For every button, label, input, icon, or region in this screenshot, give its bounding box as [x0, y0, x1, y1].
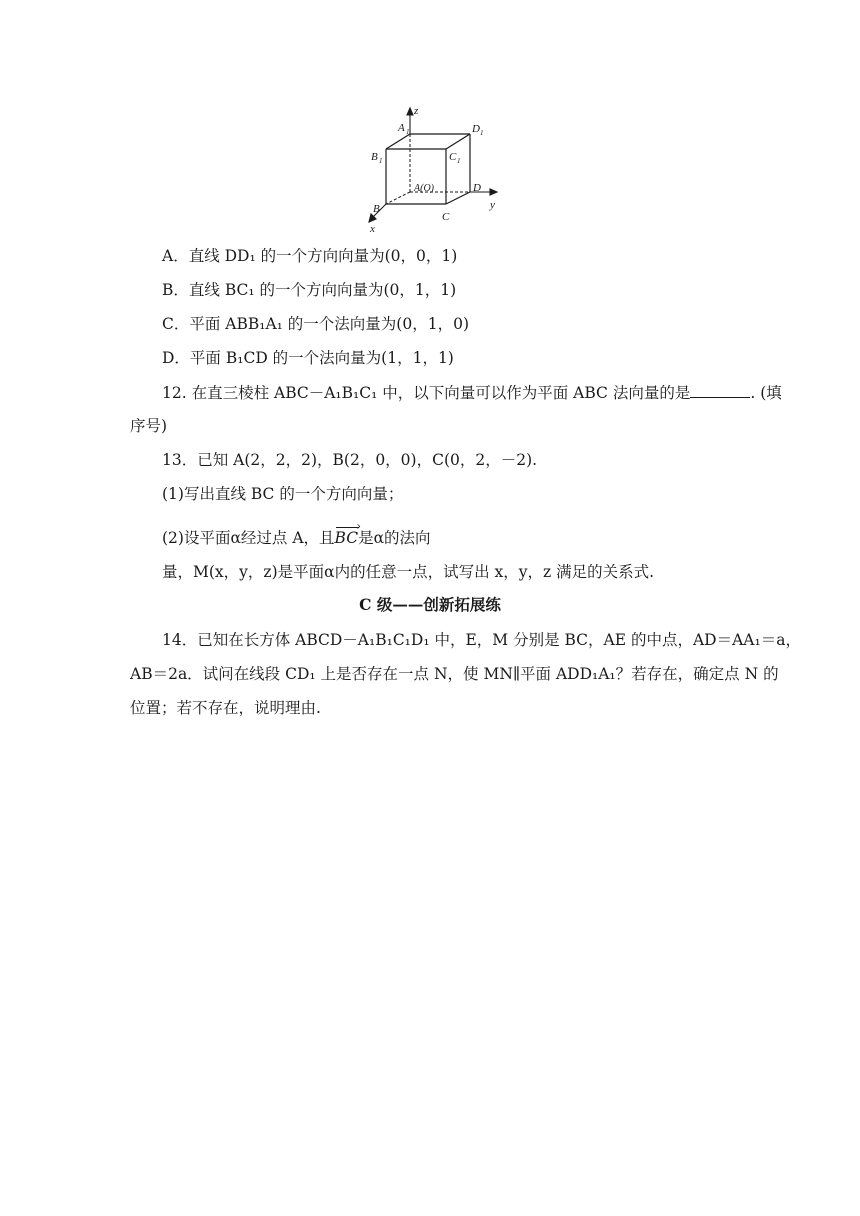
question-13-part-2-cont: 量，M(x，y，z)是平面α内的任意一点，试写出 x，y，z 满足的关系式. [162, 563, 655, 581]
question-14-line-3: 位置；若不存在，说明理由. [130, 699, 321, 717]
label-d1-sub: 1 [480, 129, 484, 137]
label-c1: C [449, 151, 457, 163]
question-14-line-2: AB＝2a．试问在线段 CD₁ 上是否存在一点 N，使 MN∥平面 ADD₁A₁？若存在，确定点 N 的 [130, 665, 779, 683]
answer-blank [690, 383, 750, 398]
question-12-tail: . (填 [750, 384, 782, 402]
cube-coordinate-figure [360, 104, 510, 236]
label-d: D [473, 182, 481, 194]
label-a1: A [398, 122, 405, 134]
label-y: y [490, 199, 495, 211]
label-b: B [373, 203, 380, 215]
edge-cd [446, 192, 470, 204]
option-a: A．直线 DD₁ 的一个方向向量为(0，0，1) [162, 247, 458, 265]
question-12-line-2: 序号) [130, 417, 168, 435]
edge-b1a1 [386, 134, 410, 149]
label-c1-sub: 1 [457, 157, 461, 165]
option-d: D．平面 B₁CD 的一个法向量为(1，1，1) [162, 349, 454, 367]
label-d1: D [472, 123, 480, 135]
part-2-text-b: 是α的法向 [358, 529, 431, 547]
label-b1-sub: 1 [379, 157, 383, 165]
question-12-text: 12. 在直三棱柱 ABC－A₁B₁C₁ 中，以下向量可以作为平面 ABC 法向量的是 [162, 384, 691, 402]
label-z: z [414, 105, 419, 117]
question-13-part-1: (1)写出直线 BC 的一个方向向量； [162, 485, 404, 503]
label-x: x [370, 223, 375, 235]
option-c: C．平面 ABB₁A₁ 的一个法向量为(0，1，0) [162, 315, 469, 333]
question-13-part-2 [162, 528, 762, 548]
question-13-stem: 13．已知 A(2，2，2)，B(2，0，0)，C(0，2，－2). [162, 451, 538, 469]
label-b1: B [371, 151, 378, 163]
question-14-line-1: 14．已知在长方体 ABCD－A₁B₁C₁D₁ 中，E，M 分别是 BC，AE 的中点，AD＝AA₁＝a， [162, 631, 801, 649]
section-heading-c: C 级——创新拓展练 [359, 595, 501, 614]
label-a1-sub: 1 [406, 128, 410, 136]
edge-c1d1 [446, 134, 470, 149]
question-12-line-1 [162, 383, 782, 403]
part-2-text-a: (2)设平面α经过点 A，且 [162, 529, 335, 547]
vector-bc: › BC [335, 528, 359, 548]
option-b: B．直线 BC₁ 的一个方向向量为(0，1，1) [162, 281, 457, 299]
y-axis-arrow [490, 189, 497, 195]
label-c: C [442, 211, 450, 223]
label-ao: A(O) [414, 183, 434, 194]
z-axis-arrow [407, 108, 413, 115]
edge-ab-hidden [386, 192, 410, 204]
